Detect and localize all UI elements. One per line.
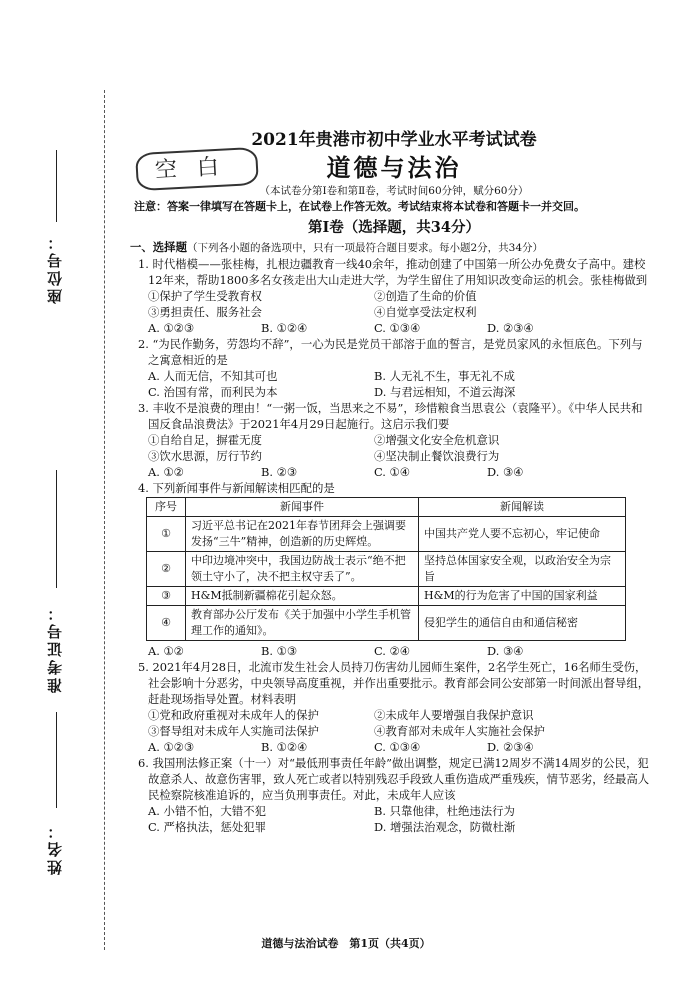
option-b: B. ①②④	[261, 321, 308, 335]
statement: ④教育部对未成年人实施社会保护	[374, 724, 545, 738]
option-a: A. ①②	[148, 644, 184, 658]
table-cell: ③	[147, 587, 186, 606]
statement: ③督导组对未成年人实施司法保护	[148, 724, 319, 738]
statement: ②未成年人要增强自我保护意识	[374, 708, 534, 722]
statement-row	[138, 304, 650, 320]
name-label: 姓名：	[46, 821, 64, 875]
table-row	[147, 587, 626, 606]
section-heading	[130, 239, 650, 256]
option-b: B. 只靠他律，杜绝违法行为	[374, 804, 515, 818]
table-cell: ②	[147, 552, 186, 587]
option-d: D. 增强法治观念，防微杜渐	[374, 820, 516, 834]
option-a: A. 小错不怕，大错不犯	[148, 804, 266, 818]
page-footer: 道德与法治试卷 第1页（共4页）	[261, 937, 431, 950]
option-c: C. ②④	[374, 644, 410, 658]
statement-row	[138, 448, 650, 464]
option-b: B. 人无礼不生，事无礼不成	[374, 369, 515, 383]
statement: ③饮水思源，厉行节约	[148, 449, 262, 463]
table-cell: 中国共产党人要不忘初心，牢记使命	[419, 517, 626, 552]
section-instruction: （下列各小题的备选项中，只有一项最符合题目要求。每小题2分，共34分）	[186, 242, 544, 254]
statement-row	[138, 288, 650, 304]
options-row	[138, 739, 650, 755]
option-d: D. ③④	[487, 465, 524, 479]
option-d: D. 与君远相知，不道云海深	[374, 385, 516, 399]
subject-title: 道德与法治	[326, 153, 462, 182]
options-row	[138, 464, 650, 480]
option-c: C. ①④	[374, 465, 410, 479]
question-stem: 3. 丰收不是浪费的理由！“一粥一饭，当思来之不易”，珍惜粮食当思袁公（袁隆平）。《中华人民共和国反食品浪费法》于2021年4月29日起施行。这启示我们要	[138, 401, 643, 431]
option-a: A. ①②③	[148, 321, 195, 335]
question-stem: 4. 下列新闻事件与新闻解读相匹配的是	[138, 481, 335, 495]
table-header: 序号	[147, 498, 186, 517]
option-d: D. ③④	[487, 644, 524, 658]
question-3	[138, 400, 650, 480]
seat-number-label: 座位号：	[46, 232, 64, 304]
table-cell: 侵犯学生的通信自由和通信秘密	[419, 606, 626, 641]
name-line	[56, 712, 57, 808]
table-row	[147, 552, 626, 587]
exam-meta: （本试卷分第Ⅰ卷和第Ⅱ卷，考试时间60分钟，赋分60分）	[259, 185, 529, 197]
options-row	[138, 643, 650, 659]
option-a: A. 人而无信，不知其可也	[148, 369, 278, 383]
option-c: C. ①③④	[374, 740, 421, 754]
table-cell: H&M抵制新疆棉花引起众怒。	[186, 587, 419, 606]
exam-content	[130, 128, 650, 835]
options-row	[138, 320, 650, 336]
question-4	[138, 480, 650, 659]
statement-row	[138, 432, 650, 448]
ticket-number-label: 准考证号：	[46, 603, 64, 693]
table-cell: ④	[147, 606, 186, 641]
seat-number-line	[56, 150, 57, 222]
statement-row	[138, 707, 650, 723]
statement: ①保护了学生受教育权	[148, 289, 262, 303]
option-d: D. ②③④	[487, 321, 534, 335]
table-cell: ①	[147, 517, 186, 552]
statement: ③勇担责任、服务社会	[148, 305, 262, 319]
statement-row	[138, 723, 650, 739]
statement: ②创造了生命的价值	[374, 289, 477, 303]
option-a: A. ①②③	[148, 740, 195, 754]
question-stem: 1. 时代楷模——张桂梅，扎根边疆教育一线40余年，推动创建了中国第一所公办免费女子高中。建校12年来，帮助1800多名女孩走出大山走进大学，为学生留住了用知识改变命运的机会。张桂梅做到	[138, 257, 648, 287]
table-header: 新闻解读	[419, 498, 626, 517]
table-cell: 教育部办公厅发布《关于加强中小学生手机管理工作的通知》。	[186, 606, 419, 641]
option-b: B. ①②④	[261, 740, 308, 754]
blank-stamp: 空白	[135, 147, 259, 191]
option-b: B. ①③	[261, 644, 298, 658]
statement: ②增强文化安全危机意识	[374, 433, 500, 447]
table-cell: 习近平总书记在2021年春节团拜会上强调要发扬“三牛”精神，创造新的历史辉煌。	[186, 517, 419, 552]
options-row	[138, 819, 650, 835]
option-a: A. ①②	[148, 465, 184, 479]
options-row	[138, 368, 650, 384]
table-cell: 中印边境冲突中，我国边防战士表示“绝不把领土守小了，决不把主权守丢了”。	[186, 552, 419, 587]
option-c: C. 严格执法，惩处犯罪	[148, 820, 267, 834]
exam-notice: 注意：答案一律填写在答题卡上，在试卷上作答无效。考试结束将本试卷和答题卡一并交回。	[134, 200, 585, 213]
part-one-title: 第Ⅰ卷（选择题，共34分）	[308, 219, 480, 236]
question-2	[138, 336, 650, 400]
ticket-number-line	[56, 470, 57, 588]
question-5	[138, 659, 650, 755]
question-1	[138, 256, 650, 336]
question-6	[138, 755, 650, 835]
news-table	[146, 497, 626, 641]
table-cell: 坚持总体国家安全观，以政治安全为宗旨	[419, 552, 626, 587]
statement: ①党和政府重视对未成年人的保护	[148, 708, 319, 722]
section-heading-title: 一、选择题	[130, 240, 187, 254]
options-row	[138, 803, 650, 819]
option-d: D. ②③④	[487, 740, 534, 754]
options-row	[138, 384, 650, 400]
statement: ①自给自足，摒霍无度	[148, 433, 262, 447]
statement: ④自觉享受法定权利	[374, 305, 477, 319]
statement: ④坚决制止餐饮浪费行为	[374, 449, 500, 463]
question-stem: 5. 2021年4月28日，北流市发生社会人员持刀伤害幼儿园师生案件，2名学生死亡，16名师生受伤，社会影响十分恶劣，中央领导高度重视，并作出重要批示。教育部会同公安部第一时间派出督导组，赶赴现场指导处置。材料表明	[138, 660, 650, 706]
question-stem: 2. “为民作勤务，劳怨均不辞”，一心为民是党员干部溶于血的誓言，是党员家风的永恒底色。下列与之寓意相近的是	[138, 337, 643, 367]
table-cell: H&M的行为危害了中国的国家利益	[419, 587, 626, 606]
exam-title: 2021年贵港市初中学业水平考试试卷	[251, 130, 537, 150]
table-row	[147, 606, 626, 641]
option-c: C. ①③④	[374, 321, 421, 335]
binding-dashed-line	[104, 90, 105, 950]
table-header: 新闻事件	[186, 498, 419, 517]
table-header-row	[147, 498, 626, 517]
question-stem: 6. 我国刑法修正案（十一）对“最低刑事责任年龄”做出调整，规定已满12周岁不满14周岁的公民，犯故意杀人、故意伤害罪，致人死亡或者以特别残忍手段致人重伤造成严重残疾，情节恶劣，经最高人民检察院核准追诉的，应当负刑事责任。对此，未成年人应该	[138, 756, 650, 802]
table-row	[147, 517, 626, 552]
option-b: B. ②③	[261, 465, 298, 479]
option-c: C. 治国有常，而利民为本	[148, 385, 278, 399]
